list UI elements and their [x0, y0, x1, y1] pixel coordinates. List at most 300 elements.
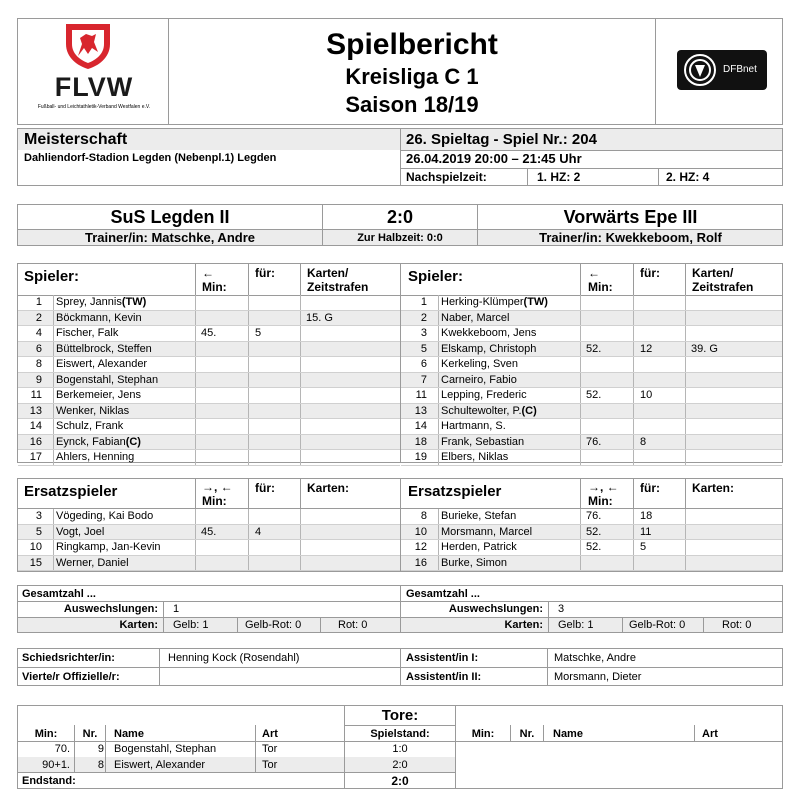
home-team: SuS Legden II	[110, 207, 230, 227]
player-row	[18, 295, 400, 311]
player-name-text: Ahlers, Henning	[56, 451, 135, 463]
player-row	[401, 435, 782, 451]
player-row	[18, 388, 400, 404]
player-name	[441, 525, 532, 541]
column-separator	[53, 295, 54, 311]
column-separator	[195, 295, 196, 311]
home-yellow: Gelb: 1	[173, 619, 209, 631]
column-separator	[633, 435, 634, 451]
player-name	[56, 373, 158, 389]
player-name	[56, 435, 141, 451]
player-name-text: Vögeding, Kai Bodo	[56, 510, 154, 522]
player-number: 1	[420, 296, 427, 308]
player-name	[441, 311, 509, 327]
player-name	[441, 326, 536, 342]
column-separator	[248, 450, 249, 466]
player-name	[56, 311, 142, 327]
column-separator	[633, 342, 634, 358]
column-separator	[195, 540, 196, 556]
player-role-tag: (C)	[125, 435, 141, 448]
column-separator	[685, 556, 686, 572]
column-separator	[580, 373, 581, 389]
player-sub-minute: 52.	[586, 525, 602, 538]
away-players-list	[401, 295, 782, 465]
column-separator	[248, 540, 249, 556]
player-name	[441, 357, 518, 373]
player-sub-for: 10	[640, 389, 653, 401]
player-name-text: Büttelbrock, Steffen	[56, 342, 152, 355]
player-number: 6	[35, 342, 42, 355]
player-number: 11	[30, 389, 42, 401]
column-separator	[438, 326, 439, 342]
player-name	[441, 556, 507, 572]
referee-name: Henning Kock (Rosendahl)	[168, 652, 300, 664]
column-separator	[580, 450, 581, 466]
column-separator	[438, 525, 439, 541]
column-separator	[300, 357, 301, 373]
column-separator	[248, 404, 249, 420]
season: Saison 18/19	[345, 92, 479, 117]
referee-label: Schiedsrichter/in:	[22, 652, 115, 664]
goal-player-name: Eiswert, Alexander	[114, 758, 206, 771]
column-separator	[248, 419, 249, 435]
player-name	[56, 540, 161, 556]
home-players-list	[18, 295, 400, 465]
player-name-text: Böckmann, Kevin	[56, 311, 142, 324]
player-name	[441, 404, 537, 420]
column-separator	[195, 525, 196, 541]
away-goal-min-heading: Min:	[471, 728, 495, 740]
goal-list	[18, 742, 455, 773]
column-separator	[685, 450, 686, 466]
fourth-official-label: Vierte/r Offizielle/r:	[22, 671, 120, 683]
home-subs-count-label: Auswechslungen:	[63, 603, 158, 615]
player-number: 3	[420, 327, 427, 339]
player-role-tag: (TW)	[121, 296, 147, 308]
player-row	[401, 509, 782, 525]
home-min-heading: Min:	[202, 280, 227, 294]
home-subs-min-heading: Min:	[202, 494, 227, 508]
home-subs-for-heading: für:	[255, 481, 275, 495]
player-number: 9	[35, 373, 42, 386]
column-separator	[248, 525, 249, 541]
column-separator	[195, 388, 196, 404]
column-separator	[580, 311, 581, 327]
column-separator	[580, 342, 581, 358]
column-separator	[685, 435, 686, 451]
away-coach: Trainer/in: Kwekkeboom, Rolf	[539, 230, 722, 245]
column-separator	[300, 326, 301, 342]
player-card: 15. G	[306, 311, 333, 324]
away-min-heading: Min:	[588, 280, 613, 294]
home-coach: Trainer/in: Matschke, Andre	[84, 230, 255, 245]
home-cards-heading-1: Karten/	[307, 266, 349, 280]
column-separator	[580, 357, 581, 373]
player-number: 17	[29, 451, 42, 463]
player-role-tag: (C)	[521, 404, 537, 417]
column-separator	[633, 373, 634, 389]
player-sub-minute: 45.	[201, 327, 217, 339]
away-subs-cards-heading: Karten:	[692, 481, 735, 495]
column-separator	[633, 326, 634, 342]
player-number: 10	[414, 525, 427, 538]
column-separator	[195, 450, 196, 466]
goal-row	[18, 758, 455, 774]
player-number: 16	[414, 556, 427, 569]
away-goal-nr-heading: Nr.	[519, 728, 535, 740]
column-separator	[195, 311, 196, 327]
player-name-text: Morsmann, Marcel	[441, 525, 533, 538]
column-separator	[580, 509, 581, 525]
player-number: 5	[35, 525, 42, 538]
goal-score: 2:0	[392, 758, 408, 771]
away-subs-count-label: Auswechslungen:	[448, 603, 543, 615]
report-title: Spielbericht	[326, 28, 498, 61]
column-separator	[685, 373, 686, 389]
player-sub-minute: 52.	[586, 541, 602, 553]
column-separator	[438, 357, 439, 373]
column-separator	[195, 404, 196, 420]
column-separator	[438, 540, 439, 556]
column-separator	[300, 419, 301, 435]
column-separator	[580, 326, 581, 342]
player-number: 15	[29, 556, 42, 569]
player-name-text: Ringkamp, Jan-Kevin	[56, 541, 161, 553]
player-number: 3	[35, 510, 42, 522]
column-separator	[580, 525, 581, 541]
competition: Meisterschaft	[24, 131, 128, 148]
away-red: Rot: 0	[722, 619, 752, 631]
column-separator	[53, 509, 54, 525]
column-separator	[300, 509, 301, 525]
extra-time-first-half: 1. HZ: 2	[537, 170, 581, 184]
column-separator	[580, 388, 581, 404]
away-for-heading: für:	[640, 266, 660, 280]
column-separator	[438, 295, 439, 311]
column-separator	[53, 311, 54, 327]
player-row	[401, 342, 782, 358]
player-number: 6	[420, 358, 427, 370]
away-yellowred: Gelb-Rot: 0	[629, 619, 686, 631]
dfbnet-logo	[677, 50, 767, 90]
player-card: 39. G	[691, 342, 718, 355]
column-separator	[195, 373, 196, 389]
home-min-arrow: ←	[202, 266, 214, 280]
home-subs-cards-heading: Karten:	[307, 481, 350, 495]
player-row	[401, 404, 782, 420]
player-name	[56, 419, 123, 435]
goal-score: 1:0	[392, 743, 408, 755]
away-subs-heading: Ersatzspieler	[408, 483, 502, 500]
player-name	[441, 540, 517, 556]
home-players-heading: Spieler:	[24, 268, 80, 285]
column-separator	[685, 326, 686, 342]
player-row	[401, 388, 782, 404]
column-separator	[633, 388, 634, 404]
player-sub-for: 4	[255, 525, 262, 538]
column-separator	[248, 326, 249, 342]
player-name	[56, 326, 118, 342]
player-row	[401, 373, 782, 389]
column-separator	[300, 525, 301, 541]
player-number: 11	[415, 389, 427, 401]
column-separator	[248, 373, 249, 389]
column-separator	[53, 404, 54, 420]
column-separator	[438, 373, 439, 389]
player-name-text: Herden, Patrick	[441, 541, 517, 553]
player-row	[18, 404, 400, 420]
player-number: 1	[35, 296, 42, 308]
column-separator	[195, 419, 196, 435]
column-separator	[53, 357, 54, 373]
player-name	[441, 295, 548, 311]
column-separator	[438, 450, 439, 466]
column-separator	[248, 357, 249, 373]
column-separator	[438, 435, 439, 451]
away-team: Vorwärts Epe III	[563, 207, 698, 227]
goal-type: Tor	[262, 758, 278, 771]
player-name-text: Carneiro, Fabio	[441, 373, 517, 386]
player-number: 4	[35, 327, 42, 339]
player-number: 16	[29, 435, 42, 448]
column-separator	[53, 525, 54, 541]
home-cards-heading-2: Zeitstrafen	[307, 280, 369, 294]
column-separator	[195, 342, 196, 358]
player-sub-for: 12	[640, 342, 653, 355]
home-goal-nr-heading: Nr.	[82, 728, 98, 740]
player-role-tag: (TW)	[523, 296, 548, 308]
column-separator	[580, 556, 581, 572]
away-subs-arrow: →, ←	[588, 480, 619, 494]
dfbnet-logo-text: DFBnet	[723, 64, 757, 75]
final-score: 2:0	[386, 207, 413, 227]
player-name	[441, 509, 516, 525]
player-number: 13	[414, 404, 427, 417]
away-subs-list	[401, 509, 782, 571]
column-separator	[195, 435, 196, 451]
player-name	[441, 450, 508, 466]
column-separator	[633, 357, 634, 373]
goal-score-heading: Spielstand:	[370, 728, 430, 740]
column-separator	[633, 404, 634, 420]
column-separator	[53, 419, 54, 435]
matchday: 26. Spieltag - Spiel Nr.: 204	[406, 131, 597, 148]
player-sub-minute: 76.	[586, 435, 602, 448]
player-name-text: Eiswert, Alexander	[56, 358, 148, 370]
flvw-logo-text: FLVW	[54, 72, 134, 102]
player-row	[401, 326, 782, 342]
column-separator	[300, 373, 301, 389]
column-separator	[438, 509, 439, 525]
player-row	[18, 326, 400, 342]
column-separator	[53, 326, 54, 342]
home-subs-arrow: →, ←	[202, 480, 233, 494]
column-separator	[53, 388, 54, 404]
column-separator	[300, 311, 301, 327]
player-row	[401, 556, 782, 572]
player-sub-minute: 52.	[586, 342, 602, 355]
flvw-logo	[35, 22, 153, 122]
column-separator	[248, 342, 249, 358]
column-separator	[53, 373, 54, 389]
home-for-heading: für:	[255, 266, 275, 280]
column-separator	[53, 540, 54, 556]
player-row	[401, 540, 782, 556]
away-players-heading: Spieler:	[408, 268, 464, 285]
column-separator	[53, 450, 54, 466]
column-separator	[53, 342, 54, 358]
final-score-value: 2:0	[391, 774, 409, 788]
column-separator	[195, 509, 196, 525]
column-separator	[580, 419, 581, 435]
player-row	[401, 295, 782, 311]
column-separator	[438, 404, 439, 420]
player-sub-minute: 52.	[586, 389, 602, 401]
player-name	[56, 357, 147, 373]
column-separator	[248, 388, 249, 404]
player-row	[401, 525, 782, 541]
away-goal-type-heading: Art	[702, 728, 718, 740]
player-row	[401, 450, 782, 466]
column-separator	[633, 450, 634, 466]
venue: Dahliendorf-Stadion Legden (Nebenpl.1) Legden	[24, 152, 277, 164]
column-separator	[685, 404, 686, 420]
player-row	[401, 419, 782, 435]
column-separator	[685, 419, 686, 435]
player-name-text: Herking-Klümper	[441, 296, 524, 308]
column-separator	[438, 556, 439, 572]
player-number: 14	[414, 420, 427, 432]
player-name-text: Bogenstahl, Stephan	[56, 373, 159, 386]
goal-row	[18, 742, 455, 758]
column-separator	[300, 435, 301, 451]
column-separator	[53, 556, 54, 572]
goal-player-name: Bogenstahl, Stephan	[114, 743, 217, 755]
player-name-text: Schulz, Frank	[56, 420, 124, 432]
column-separator	[685, 525, 686, 541]
home-yellowred: Gelb-Rot: 0	[245, 619, 302, 631]
column-separator	[248, 295, 249, 311]
player-sub-minute: 45.	[201, 525, 217, 538]
player-name-text: Wenker, Niklas	[56, 404, 130, 417]
match-datetime: 26.04.2019 20:00 – 21:45 Uhr	[406, 151, 582, 166]
away-goal-name-heading: Name	[553, 728, 583, 740]
player-row	[18, 556, 400, 572]
player-number: 13	[29, 404, 42, 417]
player-row	[18, 419, 400, 435]
column-separator	[300, 556, 301, 572]
player-name	[56, 342, 152, 358]
home-goal-name-heading: Name	[114, 728, 144, 740]
column-separator	[633, 525, 634, 541]
column-separator	[248, 435, 249, 451]
column-separator	[633, 540, 634, 556]
player-name	[56, 525, 104, 541]
player-name-text: Kerkeling, Sven	[441, 358, 519, 370]
column-separator	[300, 450, 301, 466]
league-name: Kreisliga C 1	[345, 64, 479, 89]
assistant1-label: Assistent/in I:	[406, 652, 479, 664]
assistant2-name: Morsmann, Dieter	[554, 671, 642, 683]
column-separator	[633, 295, 634, 311]
column-separator	[300, 342, 301, 358]
player-name-text: Sprey, Jannis	[56, 296, 122, 308]
player-name	[56, 404, 129, 420]
home-subs-count: 1	[173, 603, 180, 615]
flvw-badge-icon	[62, 22, 114, 70]
column-separator	[438, 419, 439, 435]
player-number: 14	[29, 420, 42, 432]
goal-player-number: 9	[97, 743, 104, 755]
away-cards-heading-2: Zeitstrafen	[692, 280, 754, 294]
player-name	[441, 388, 527, 404]
flvw-logo-subtitle: Fußball- und Leichtathletik-Verband Westfalen e.V.	[37, 104, 151, 110]
player-name	[56, 295, 146, 311]
player-number: 5	[420, 342, 427, 355]
column-separator	[248, 509, 249, 525]
final-score-label: Endstand:	[22, 775, 76, 787]
column-separator	[195, 357, 196, 373]
column-separator	[685, 311, 686, 327]
player-number: 2	[420, 311, 427, 324]
column-separator	[248, 556, 249, 572]
column-separator	[633, 311, 634, 327]
player-number: 18	[414, 435, 427, 448]
home-totals-title: Gesamtzahl ...	[22, 588, 96, 600]
player-row	[18, 342, 400, 358]
player-name-text: Werner, Daniel	[56, 556, 129, 569]
away-cards-heading-1: Karten/	[692, 266, 734, 280]
player-name	[56, 509, 153, 525]
home-subs-heading: Ersatzspieler	[24, 483, 118, 500]
column-separator	[300, 540, 301, 556]
column-separator	[580, 435, 581, 451]
goals-title: Tore:	[381, 707, 419, 724]
column-separator	[685, 357, 686, 373]
home-goal-type-heading: Art	[262, 728, 278, 740]
player-row	[18, 509, 400, 525]
player-name-text: Hartmann, S.	[441, 420, 506, 432]
column-separator	[300, 404, 301, 420]
player-row	[18, 540, 400, 556]
player-name-text: Elbers, Niklas	[441, 451, 509, 463]
player-sub-for: 11	[640, 525, 652, 538]
column-separator	[685, 342, 686, 358]
player-sub-for: 8	[640, 435, 647, 448]
player-number: 7	[420, 373, 427, 386]
column-separator	[685, 540, 686, 556]
player-row	[18, 525, 400, 541]
column-separator	[300, 295, 301, 311]
extra-time-label: Nachspielzeit:	[406, 170, 487, 184]
away-subs-for-heading: für:	[640, 481, 660, 495]
player-sub-for: 5	[255, 327, 262, 339]
away-min-arrow: ←	[588, 266, 600, 280]
column-separator	[53, 435, 54, 451]
player-name-text: Frank, Sebastian	[441, 435, 525, 448]
away-subs-count: 3	[558, 603, 565, 615]
player-name-text: Eynck, Fabian	[56, 435, 126, 448]
column-separator	[438, 311, 439, 327]
player-sub-for: 18	[640, 510, 653, 522]
goal-type: Tor	[262, 743, 278, 755]
extra-time-second-half: 2. HZ: 4	[666, 170, 710, 184]
away-totals-title: Gesamtzahl ...	[406, 588, 480, 600]
goal-minute: 70.	[54, 743, 70, 755]
player-row	[18, 311, 400, 327]
player-name	[441, 419, 506, 435]
column-separator	[248, 311, 249, 327]
